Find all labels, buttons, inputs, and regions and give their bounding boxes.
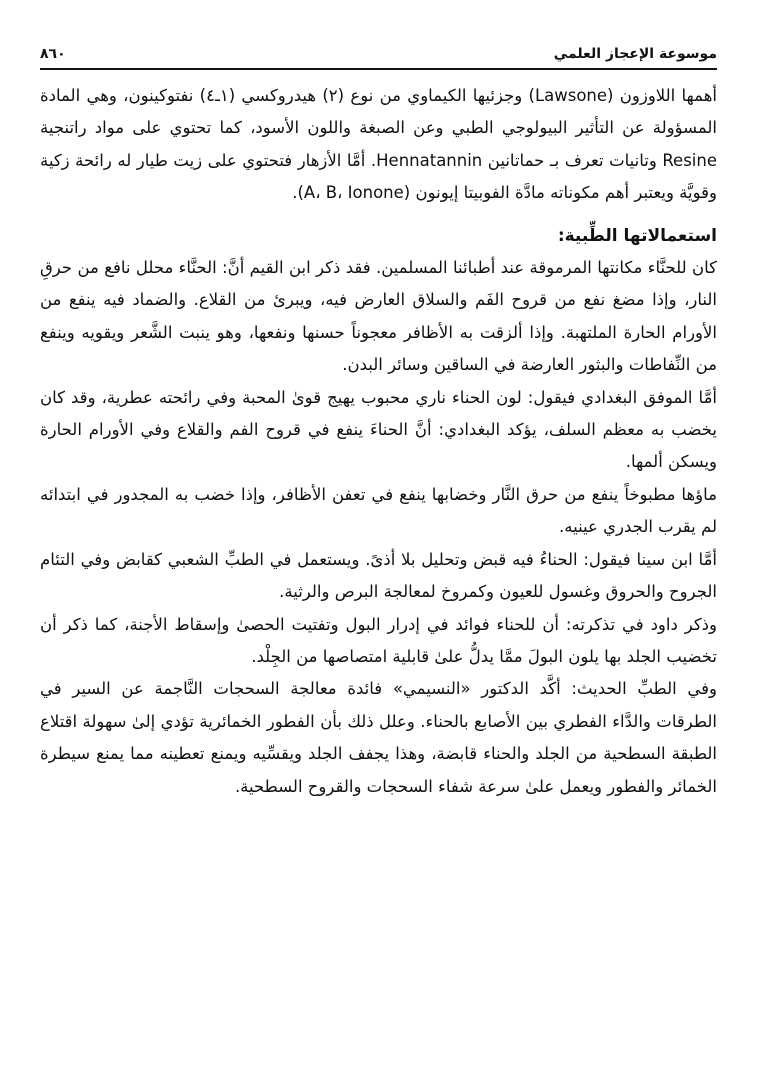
header-title: موسوعة الإعجاز العلمي: [553, 46, 717, 62]
paragraph-water-use: ماؤها مطبوخاً ينفع من حرق النَّار وخضابها ينفع في تعفن الأظافر، وإذا خضب به المجدور في ابتدائه لم يقرب الجدري عينيه.: [40, 484, 717, 537]
page-body: [40, 80, 717, 803]
paragraph-ibn-qayyim: كان للحنَّاء مكانتها المرموقة عند أطبائنا المسلمين. فقد ذكر ابن القيم أنَّ: الحنَّاء محلل نافع من حرقِ النار، وإذا مضغ نفع من قروح الفَم والسلاق العارض فيه، ويبرئ من القلاع. والضماد فيه ينفع من الأورام الحارة الملتهبة. وإذا ألزقت به الأظافر معجوناً حسنها ونفعها، وهو ينبت الشَّعر ويقويه وينفع من النِّفاطات والبثور العارضة في الساقين وسائر البدن.: [40, 258, 717, 375]
paragraph-baghdadi: أمَّا الموفق البغدادي فيقول: لون الحناء ناري محبوب يهيج قوىٰ المحبة وفي رائحته عطرية، وقد كان يخضب به معظم السلف، يؤكد البغدادي: أنَّ الحناءَ ينفع في قروح الفم والقلاع وفي الأورام الحارة ويسكن ألمها.: [40, 387, 717, 472]
header-divider: [40, 68, 717, 70]
page-number: ٨٦٠: [40, 46, 66, 62]
section-heading: استعمالاتها الطِّبية:: [557, 225, 717, 246]
paragraph-dawud: وذكر داود في تذكرته: أن للحناء فوائد في إدرار البول وتفتيت الحصىٰ وإسقاط الأجنة، كما ذكر أن تخضيب الجلد بها يلون البولَ ممَّا يدلُّ علىٰ قابلية امتصاصها من الجِلْد.: [40, 614, 717, 666]
paragraph-gap: [40, 210, 717, 214]
paragraph-ibn-sina: أمَّا ابن سينا فيقول: الحناءُ فيه قبض وتحليل بلا أذىً. ويستعمل في الطبِّ الشعبي كقابض وفي التئام الجروح والحروق وغسول للعيون وكمروخ لمعالجة البرص والرثية.: [40, 549, 717, 602]
paragraph-modern-medicine: وفي الطبِّ الحديث: أكَّد الدكتور «النسيمي» فائدة معالجة السحجات النَّاجمة عن السير في الطرقات والدَّاء الفطري بين الأصابع بالحناء. وعلل ذلك بأن الفطور الخمائرية تؤدي إلىٰ سهولة اقتلاع الطبقة السطحية من الجلد والحناء قابضة، وهذا يجفف الجلد ويقسِّيه ويمنع تعطينه مما يمنع سيطرة الخمائر والفطور ويعمل علىٰ سرعة شفاء السحجات والقروح السطحية.: [40, 679, 717, 796]
running-header: [40, 40, 717, 62]
intro-paragraph: أهمها اللاوزون (Lawsone) وجزئيها الكيماوي من نوع (٢) هيدروكسي (١ـ٤) نفتوكينون، وهي المادة المسؤولة عن التأثير البيولوجي الطبي وعن الصبغة واللون الأسود، كما تحتوي على مواد راتنجية Resine وتانيات تعرف بـ حماتانين Hennatannin. أمَّا الأزهار فتحتوي على زيت طيار له رائحة زكية وقويَّة ويعتبر أهم مكوناته مادَّة الفوبيتا إيونون (A، B، Ionone).: [40, 86, 717, 203]
